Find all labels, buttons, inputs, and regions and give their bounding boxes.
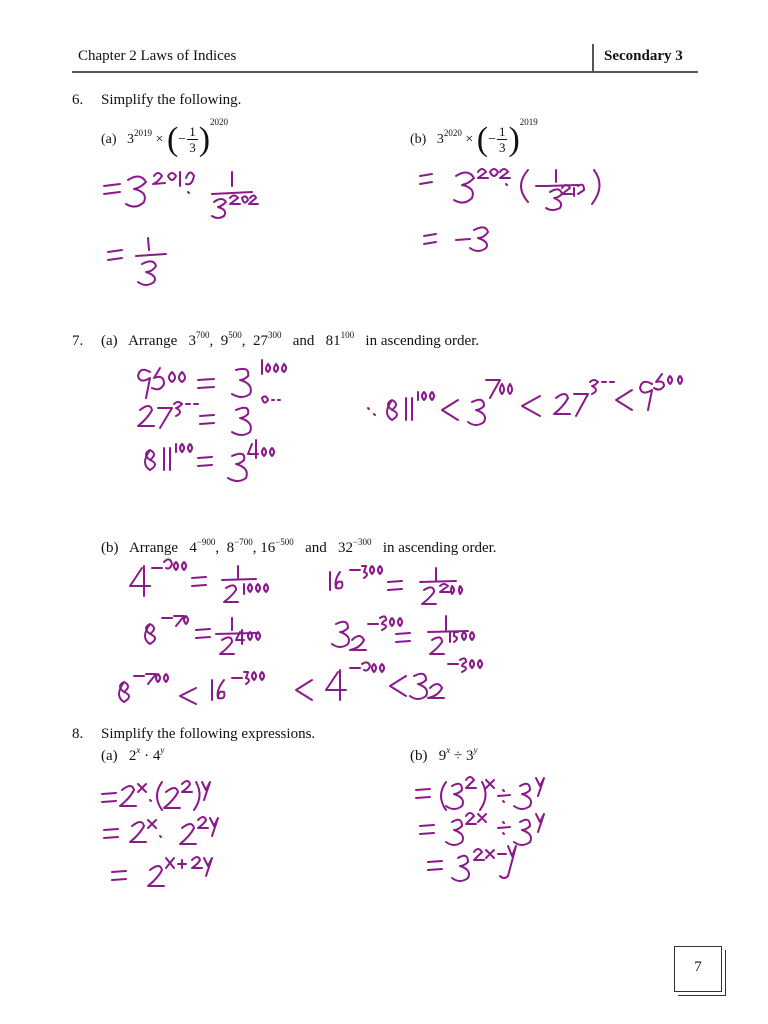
q6b-label: (b) [410, 132, 427, 147]
q6b-working-line1 [420, 169, 600, 210]
q7a-question: (a) Arrange $3^{700}$, $9^{500}$, $27^{300}$ and $81^{100}$ in ascending order. [101, 330, 480, 349]
q6a-expression: (a) $3^{2019}$ × (− $\frac{1}{3}$ )$^{2020}$ [101, 117, 229, 158]
chapter-title: Chapter 2 Laws of Indices [78, 48, 237, 64]
q6a-working-line1 [104, 172, 258, 218]
q8b-working [416, 777, 544, 881]
q6-number: 6. [72, 92, 84, 108]
page-number-box [674, 946, 722, 992]
q8a-expression: (a) 2$^x$ · 4$^y$ [101, 745, 165, 764]
q8-prompt: Simplify the following expressions. [101, 726, 316, 742]
q8a-working [102, 781, 218, 886]
q6a-label: (a) [101, 132, 117, 147]
q8b-expression: (b) 9$^x$ ÷ 3$^y$ [410, 745, 478, 764]
page-number: 7 [694, 959, 702, 975]
q7b-question: (b) Arrange $4^{-900}$, $8^{-700}$, $16^{-500}$ and $32^{-300}$ in ascending order. [101, 537, 497, 556]
q7b-working [119, 559, 482, 704]
q7-number: 7. [72, 333, 84, 349]
q6b-expression: (b) $3^{2020}$ × (− $\frac{1}{3}$ )$^{2019}$ [410, 117, 538, 158]
q6-prompt: Simplify the following. [101, 92, 242, 108]
q8-number: 8. [72, 726, 84, 742]
level-label: Secondary 3 [604, 48, 683, 64]
q6a-working-line2 [108, 238, 166, 285]
q6b-working-line2 [424, 227, 488, 251]
q7a-working [138, 360, 682, 481]
